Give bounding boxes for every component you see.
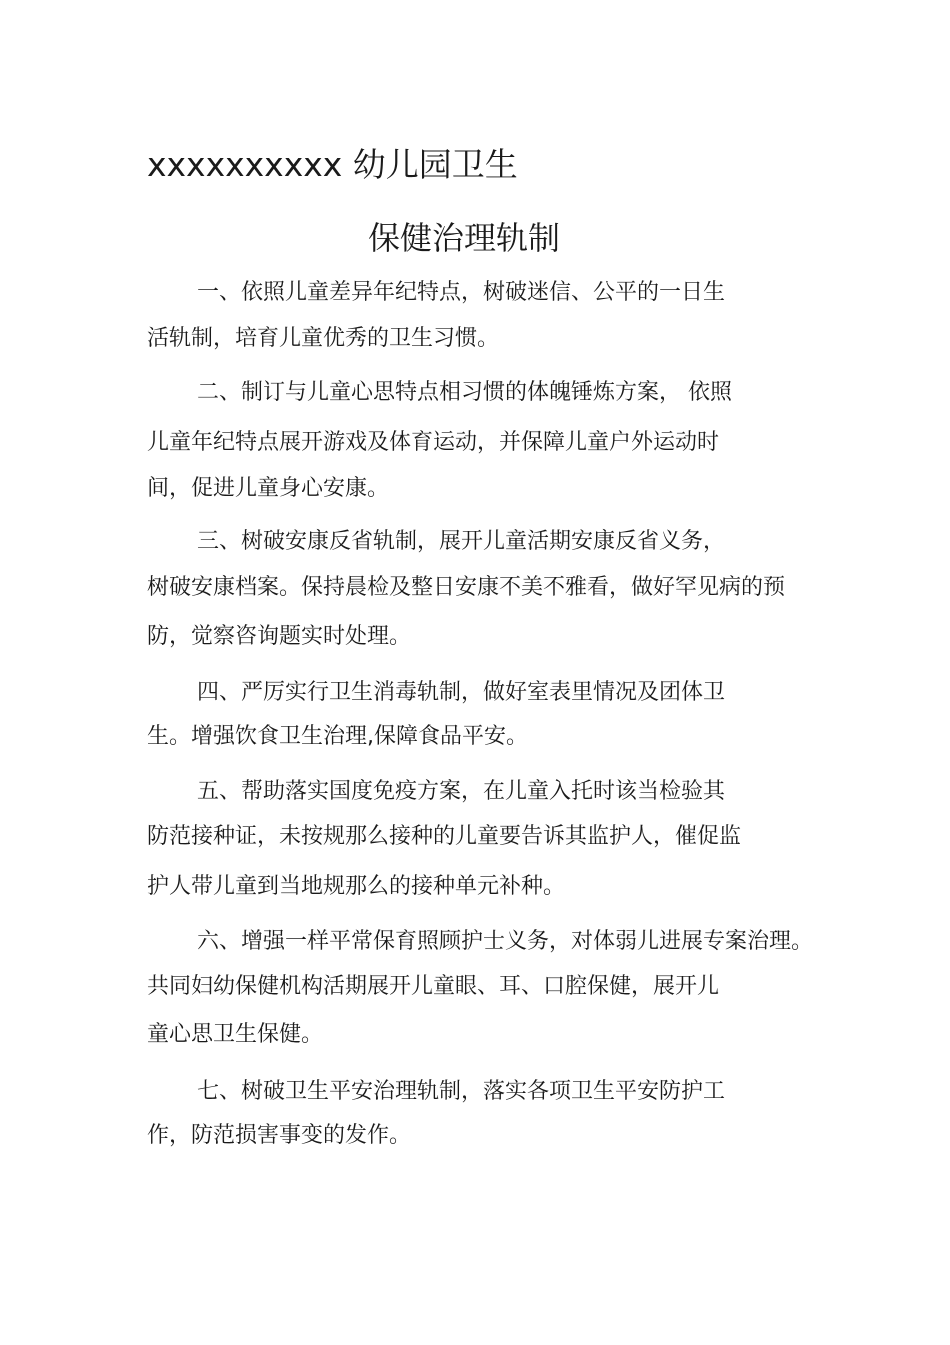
- paragraph-3-line-2: 树破安康档案。保持晨检及整日安康不美不雅看，做好罕见病的预: [147, 575, 786, 600]
- paragraph-6-line-1: 六、增强一样平常保育照顾护士义务，对体弱儿进展专案治理。: [197, 929, 814, 954]
- paragraph-6-line-2: 共同妇幼保健机构活期展开儿童眼、耳、口腔保健，展开儿: [147, 974, 720, 999]
- paragraph-7-line-2: 作，防范损害事变的发作。: [147, 1123, 412, 1148]
- paragraph-5-line-2: 防范接种证，未按规那么接种的儿童要告诉其监护人，催促监: [147, 824, 742, 849]
- paragraph-2-line-3: 间，促进儿童身心安康。: [147, 476, 390, 501]
- document-title-line-1: xxxxxxxxxx 幼儿园卫生: [147, 145, 518, 184]
- paragraph-3-line-1: 三、树破安康反省轨制，展开儿童活期安康反省义务，: [197, 529, 726, 554]
- paragraph-5-line-1: 五、帮助落实国度免疫方案，在儿童入托时该当检验其: [197, 779, 726, 804]
- document-title-line-2: 保健治理轨制: [368, 219, 561, 257]
- paragraph-1-line-1: 一、依照儿童差异年纪特点，树破迷信、公平的一日生: [197, 280, 726, 305]
- paragraph-1-line-2: 活轨制，培育儿童优秀的卫生习惯。: [147, 326, 500, 351]
- paragraph-2-line-2: 儿童年纪特点展开游戏及体育运动，并保障儿童户外运动时: [147, 430, 720, 455]
- paragraph-5-line-3: 护人带儿童到当地规那么的接种单元补种。: [147, 874, 566, 899]
- paragraph-7-line-1: 七、树破卫生平安治理轨制，落实各项卫生平安防护工: [197, 1079, 726, 1104]
- paragraph-3-line-3: 防，觉察咨询题实时处理。: [147, 624, 412, 649]
- paragraph-2-line-1: 二、制订与儿童心思特点相习惯的体魄锤炼方案， 依照: [197, 380, 732, 405]
- paragraph-4-line-1: 四、严厉实行卫生消毒轨制，做好室表里情况及团体卫: [197, 680, 726, 705]
- paragraph-6-line-3: 童心思卫生保健。: [147, 1022, 324, 1047]
- paragraph-4-line-2: 生。增强饮食卫生治理,保障食品平安。: [147, 724, 528, 749]
